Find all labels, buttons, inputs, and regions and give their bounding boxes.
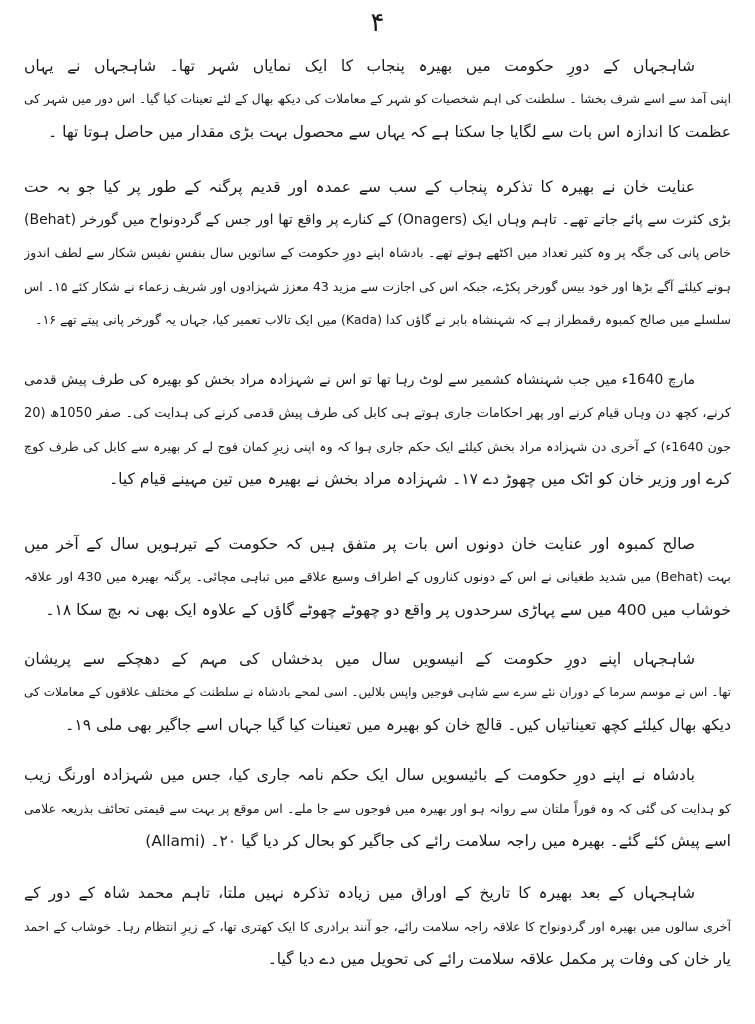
text-line: شاہجہاں اپنے دورِ حکومت کے انیسویں سال میں بدخشاں کی مہم کے دھچکے سے پریشان [24, 650, 695, 668]
text-line: مارچ 1640ء میں جب شہنشاہ کشمیر سے لوٹ رہا تھا تو اس نے شہزادہ مراد بخش کو بھیرہ کی طرف پیش قدمی [24, 372, 695, 388]
text-line: بہت (Behat) میں شدید طغیانی نے اس کے دونوں کناروں کے اطراف وسیع علاقے میں تباہی مچائی۔ پرگنہ بھیرہ میں 430 اور علاقہ [24, 570, 731, 585]
text-line: کو ہدایت کی گئی کہ وہ فوراً ملتان سے روانہ ہو اور بھیرہ میں فوجوں سے جا ملے۔ اس موقع پر بہت سے قیمتی تحائف بذریعہ علامی [24, 801, 731, 816]
text-line: دیکھ بھال کیلئے کچھ تعیناتیاں کیں۔ قالچ خان کو بھیرہ میں تعینات کیا گیا جہاں اسے جاگیر بھی ملی ۱۹۔ [65, 716, 731, 734]
page-number: ۴ [370, 8, 385, 38]
text-line: شاہجہاں کے دورِ حکومت میں بھیرہ پنجاب کا ایک نمایاں شہر تھا۔ شاہجہاں نے یہاں [24, 57, 695, 75]
text-line: کرنے، کچھ دن وہاں قیام کرنے اور پھر احکامات جاری ہوتے ہی کابل کی طرف پیش قدمی کرنے کی ہدایت کی۔ صفر 1050ھ (20 [24, 406, 731, 421]
text-line: (Behat) کے کنارے پر واقع تھا اور جس کے گردونواح میں گورخر (Onagers) بڑی کثرت سے پائے جاتے تھے۔ تاہم وہاں ایک [24, 212, 731, 228]
paragraph-6 [24, 759, 731, 858]
text-line: کرے اور وزیر خان کو اٹک میں چھوڑ دے ۱۷۔ شہزادہ مراد بخش نے بھیرہ میں تین مہینے قیام کیا۔ [109, 470, 731, 488]
text-line: صالح کمبوہ اور عنایت خان دونوں اس بات پر متفق ہیں کہ حکومت کے تیرہویں سال کے آخر میں [24, 535, 695, 553]
text-line: بادشاہ نے اپنے دورِ حکومت کے بائیسویں سال ایک حکم نامہ جاری کیا، جس میں شہزادہ اورنگ زیب [24, 766, 695, 784]
paragraph-1 [24, 50, 731, 149]
paragraph-3 [24, 364, 731, 496]
text-line: (Allami) اسے پیش کئے گئے۔ بھیرہ میں راجہ سلامت رائے کی جاگیر کو بحال کر دیا گیا ۲۰۔ [145, 832, 731, 850]
paragraph-2 [24, 171, 731, 336]
text-line: اپنی آمد سے اسے شرف بخشا ۔ سلطنت کی اہم شخصیات کو شہر کے معاملات کی دیکھ بھال کے لئے تعینات کیا گیا۔ اس دور میں شہر کی [24, 92, 731, 106]
text-line: خاص پانی کی جگہ پر وہ کثیر تعداد میں اکٹھے ہوتے تھے۔ بادشاہ اپنے دورِ حکومت کے ساتویں سال بنفسِ نفیس شکار سے لطف اندوز [24, 246, 731, 261]
text-line: سلسلے میں صالح کمبوہ رقمطراز ہے کہ شہنشاہ بابر نے گاؤں کدا (Kada) میں ایک تالاب تعمیر کیا، جہاں یہ گورخر پانی پیتے تھے ۱۶۔ [35, 312, 731, 327]
text-line: عنایت خان نے بھیرہ کا تذکرہ پنجاب کے سب سے عمدہ اور قدیم پرگنہ کے طور پر کیا جو بہ حت [24, 178, 695, 196]
text-line: شاہجہاں کے بعد بھیرہ کا تاریخ کے اوراق میں زیادہ تذکرہ نہیں ملتا، تاہم محمد شاہ کے دور کے [24, 884, 695, 902]
text-line: تھا۔ اس نے موسم سرما کے دوران نئے سرے سے شاہی فوجیں واپس بلالیں۔ اسی لمحے بادشاہ نے سلطنت کے مختلف علاقوں کے معاملات کی [24, 685, 731, 699]
text-line: ہونے کیلئے آگے بڑھا اور خود بیس گورخر پکڑے، جبکہ اس کی اجازت سے مزید 43 معزز شہزادوں اور شریف زعماء نے شکار کئے ۱۵۔ اس [24, 279, 731, 294]
text-line: یار خان کی وفات پر مکمل علاقہ سلامت رائے کی تحویل میں دے دیا گیا۔ [267, 950, 731, 968]
text-line: عظمت کا اندازہ اس بات سے لگایا جا سکتا ہے کہ یہاں سے محصول بہت بڑی مقدار میں حاصل ہوتا تھا ۔ [48, 123, 731, 141]
text-line: خوشاب میں 400 میں سے پہاڑی سرحدوں پر واقع دو چھوٹے چھوٹے گاؤں کے علاوہ ایک بھی نہ بچ سکا ۱۸۔ [45, 601, 731, 619]
paragraph-5 [24, 643, 731, 742]
paragraph-4 [24, 528, 731, 627]
paragraph-7 [24, 877, 731, 976]
text-line: جون 1640ء) کے آخری دن شہزادہ مراد بخش کیلئے ایک حکم جاری ہوا کہ وہ اپنی زیرِ کمان فوج لے کر بھیرہ سے کابل کی طرف کوچ [24, 439, 731, 454]
text-line: آخری سالوں میں بھیرہ اور گردونواح کا علاقہ راجہ سلامت رائے، جو آنند برادری کا ایک کھتری تھا، کے زیرِ انتظام رہا۔ خوشاب کے احمد [24, 919, 731, 934]
